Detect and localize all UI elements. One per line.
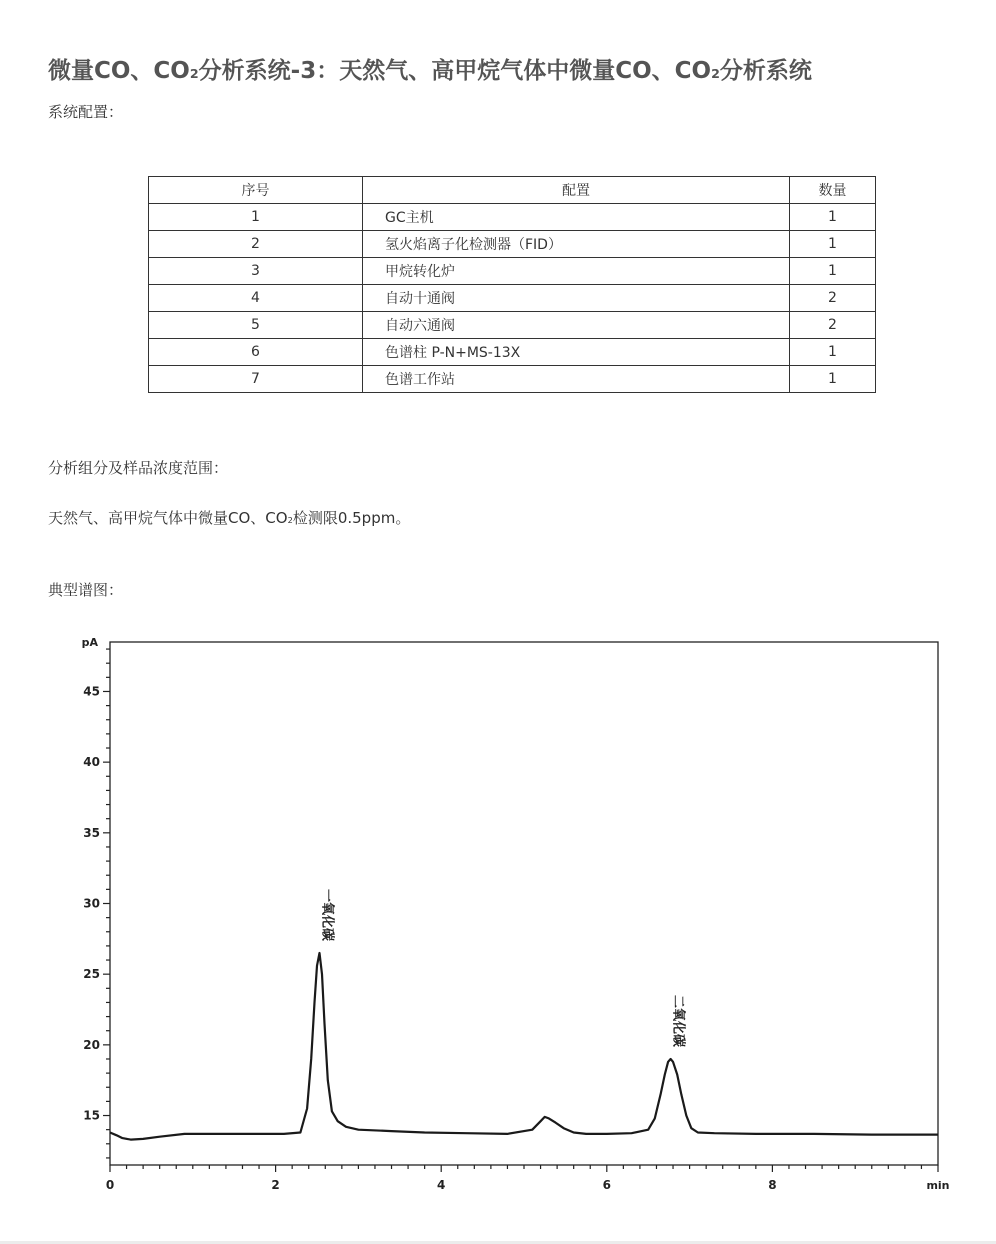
- table-row: [149, 258, 876, 285]
- cell-quantity: 1: [790, 339, 876, 366]
- cell-index: 4: [149, 285, 363, 312]
- cell-quantity: 1: [790, 204, 876, 231]
- y-tick-label: 30: [83, 896, 100, 911]
- table-row: [149, 312, 876, 339]
- cell-config: 自动十通阀: [363, 285, 790, 312]
- cell-config: 甲烷转化炉: [363, 258, 790, 285]
- y-tick-label: 25: [83, 967, 100, 982]
- cell-config: 色谱柱 P-N+MS-13X: [363, 339, 790, 366]
- column-header-index: 序号: [149, 177, 363, 204]
- x-tick-label: 2: [271, 1178, 280, 1192]
- section-heading-config: 系统配置：: [48, 103, 124, 121]
- cell-index: 1: [149, 204, 363, 231]
- x-tick-label: 6: [602, 1178, 611, 1192]
- cell-index: 7: [149, 366, 363, 393]
- table-row: [149, 204, 876, 231]
- table-header-row: [149, 177, 876, 204]
- cell-index: 2: [149, 231, 363, 258]
- section-heading-chromatogram: 典型谱图：: [48, 581, 124, 599]
- cell-quantity: 2: [790, 285, 876, 312]
- plot-frame: [110, 642, 938, 1165]
- column-header-config: 配置: [363, 177, 790, 204]
- x-tick-label: 8: [768, 1178, 777, 1192]
- cell-config: 色谱工作站: [363, 366, 790, 393]
- chromatogram-chart: [0, 620, 996, 1210]
- x-tick-label: 4: [437, 1178, 446, 1192]
- column-header-quantity: 数量: [790, 177, 876, 204]
- x-axis-label: min: [926, 1179, 950, 1192]
- y-tick-label: 40: [83, 755, 100, 770]
- cell-quantity: 1: [790, 231, 876, 258]
- cell-quantity: 1: [790, 366, 876, 393]
- peak-label: 二氧化碳: [670, 994, 686, 1047]
- cell-index: 5: [149, 312, 363, 339]
- table-row: [149, 366, 876, 393]
- config-table: [148, 176, 876, 393]
- y-axis-label: pA: [81, 636, 98, 649]
- section-heading-components: 分析组分及样品浓度范围：: [48, 459, 229, 477]
- table-row: [149, 339, 876, 366]
- series-line: [110, 953, 938, 1140]
- x-tick-label: 0: [105, 1178, 115, 1192]
- table-row: [149, 285, 876, 312]
- cell-index: 3: [149, 258, 363, 285]
- table-row: [149, 231, 876, 258]
- y-tick-label: 45: [83, 684, 100, 699]
- cell-config: 自动六通阀: [363, 312, 790, 339]
- y-tick-label: 15: [83, 1108, 100, 1123]
- y-tick-label: 35: [83, 825, 100, 840]
- page-title: 微量CO、CO2分析系统-3：天然气、高甲烷气体中微量CO、CO2分析系统: [48, 58, 812, 84]
- cell-quantity: 1: [790, 258, 876, 285]
- cell-config: 氢火焰离子化检测器（FID）: [363, 231, 790, 258]
- detection-limit-text: 天然气、高甲烷气体中微量CO、CO2检测限0.5ppm。: [48, 509, 411, 527]
- cell-config: GC主机: [363, 204, 790, 231]
- peak-label: 一氧化碳: [319, 888, 335, 941]
- cell-index: 6: [149, 339, 363, 366]
- y-tick-label: 20: [83, 1037, 100, 1052]
- cell-quantity: 2: [790, 312, 876, 339]
